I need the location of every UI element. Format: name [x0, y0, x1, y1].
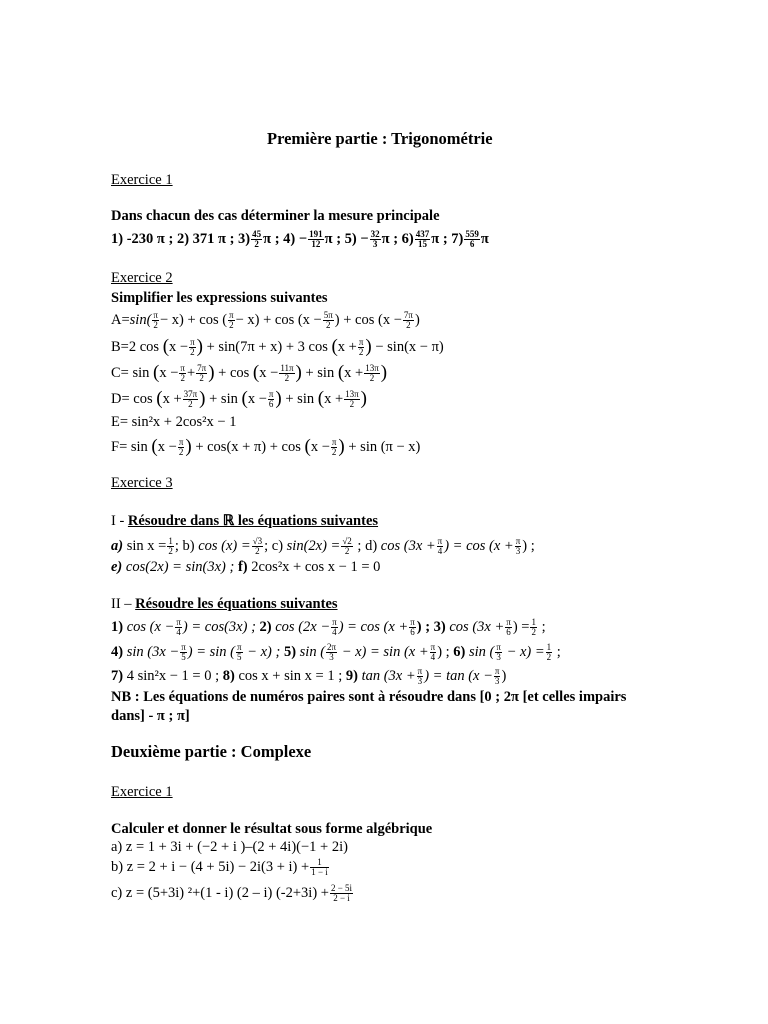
complex-item-c: c) z = (5+3i) ²+(1 - i) (2 – i) (-2+3i) + $\frac{2 - 5i}{2 - i}$: [111, 883, 353, 903]
note-line-2: dans] - π ; π]: [111, 708, 190, 724]
note-line-1: NB : Les équations de numéros paires sont à résoudre dans [0 ; 2π [et celles impairs: [111, 689, 627, 705]
complex-item-a: a) z = 1 + 3i + (−2 + i )–(2 + 4i)(−1 + 2i): [111, 839, 348, 855]
expression-d: D= cos (x + $\frac{37\pi}{2}$ ) + sin (x − $\frac{\pi}{6}$ ) + sin (x + $\frac{13\pi}{2}$ ): [111, 388, 367, 410]
exercise-3-heading: Exercice 3: [111, 475, 173, 491]
expression-e: E= sin²x + 2cos²x − 1: [111, 414, 237, 430]
exercise-2-instruction: Simplifier les expressions suivantes: [111, 290, 328, 306]
part-ii-line-1: 1) cos (x − $\frac{\pi}{4}$ ) = cos(3x) ; 2) cos (2x − $\frac{\pi}{4}$ ) = cos (x + $\frac{\pi}{6}$ ) ; 3) cos (3x + $\frac{\pi}{6}$ ) = $\frac{1}{2}$ ;: [111, 617, 546, 637]
part-2-title: Deuxième partie : Complexe: [111, 742, 312, 761]
exercise-1-items: 1) -230 π ; 2) 371 π ; 3) $\frac{45}{2}$ π ; 4) − $\frac{191}{12}$ π ; 5) − $\frac{32}{3}$ π ; 6) $\frac{437}{15}$ π ; 7) $\frac{559}{6}$ π: [111, 229, 489, 249]
part-i-heading: I - Résoudre dans ℝ les équations suivantes: [111, 513, 379, 529]
complex-exercise-1-instruction: Calculer et donner le résultat sous forme algébrique: [111, 821, 433, 837]
part-ii-heading: II – Résoudre les équations suivantes: [111, 596, 338, 612]
part-ii-line-3: 7) 4 sin²x − 1 = 0 ; 8) cos x + sin x = 1 ; 9) tan (3x + $\frac{\pi}{3}$ ) = tan (x − $\frac{\pi}{3}$ ): [111, 666, 507, 686]
expression-f: F= sin (x − $\frac{\pi}{2}$ ) + cos(x + π) + cos (x − $\frac{\pi}{2}$ ) + sin (π − x): [111, 436, 421, 458]
page-title: Première partie : Trigonométrie: [267, 129, 493, 148]
expression-a: A=sin( $\frac{\pi}{2}$ − x) + cos ( $\frac{\pi}{2}$ − x) + cos (x − $\frac{5\pi}{2}$ ) + cos (x − $\frac{7\pi}{2}$ ): [111, 310, 420, 330]
exercise-1-heading: Exercice 1: [111, 172, 173, 188]
complex-exercise-1-heading: Exercice 1: [111, 784, 173, 800]
exercise-1-instruction: Dans chacun des cas déterminer la mesure principale: [111, 208, 440, 224]
part-i-line-2: e) cos(2x) = sin(3x) ; f) 2cos²x + cos x − 1 = 0: [111, 559, 381, 575]
exercise-2-heading: Exercice 2: [111, 270, 173, 286]
part-i-line-1: a) sin x = $\frac{1}{2}$ ; b) cos (x) = $\frac{√3}{2}$ ; c) sin(2x) = $\frac{√2}{2}$ ; d) cos (3x + $\frac{\pi}{4}$ ) = cos (x + $\frac{\pi}{3}$ ) ;: [111, 536, 535, 556]
expression-b: B=2 cos (x − $\frac{\pi}{2}$ ) + sin(7π + x) + 3 cos (x + $\frac{\pi}{2}$ ) − sin(x − π): [111, 336, 444, 358]
part-ii-line-2: 4) sin (3x − $\frac{\pi}{5}$ ) = sin ( $\frac{\pi}{5}$ − x) ; 5) sin ( $\frac{2\pi}{3}$ − x) = sin (x + $\frac{\pi}{4}$ ) ; 6) sin ( $\frac{\pi}{3}$ − x) = $\frac{1}{2}$ ;: [111, 642, 561, 662]
complex-item-b: b) z = 2 + i − (4 + 5i) − 2i(3 + i) + $\frac{1}{1 - i}$: [111, 857, 328, 877]
expression-c: C= sin (x − $\frac{\pi}{2}$ + $\frac{7\pi}{2}$ ) + cos (x − $\frac{11\pi}{2}$ ) + sin (x + $\frac{13\pi}{2}$ ): [111, 362, 388, 384]
